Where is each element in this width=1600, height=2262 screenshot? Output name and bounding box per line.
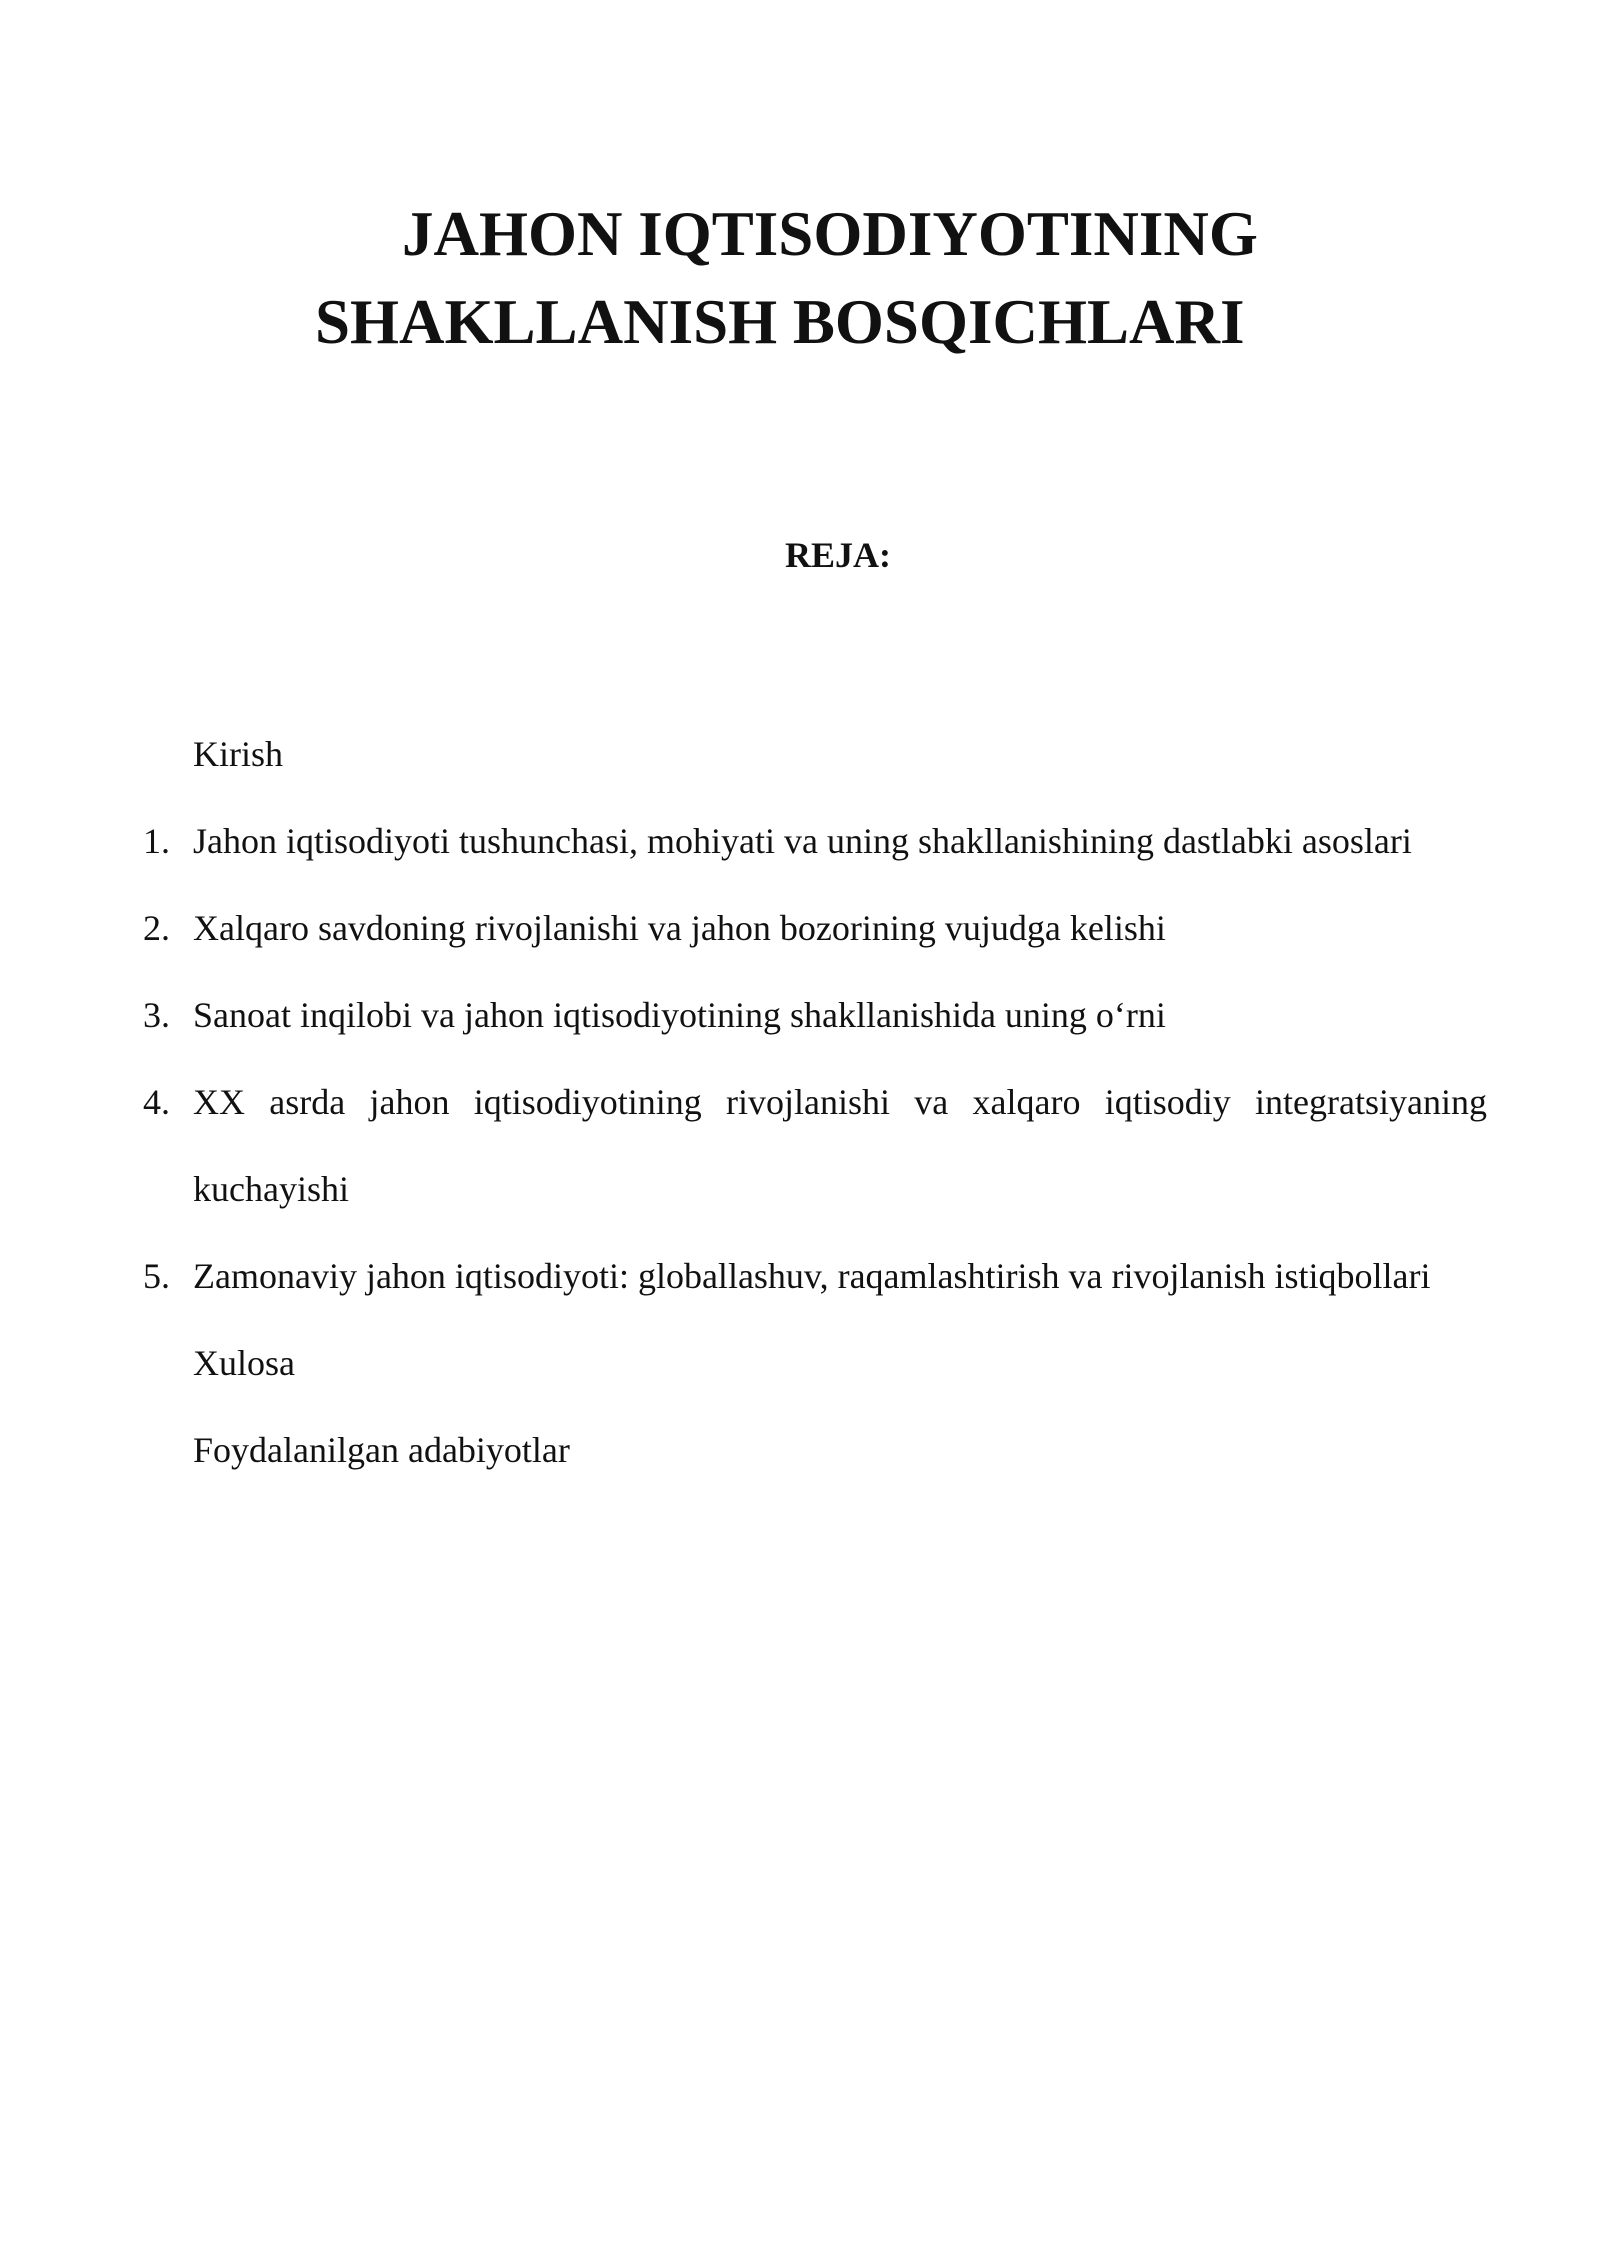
toc-item-number: 2. [143, 908, 170, 948]
toc-item-number: 3. [143, 995, 170, 1035]
toc-item-number: 4. [143, 1082, 170, 1122]
toc-item-number: 1. [143, 821, 170, 861]
toc-item-text: Sanoat inqilobi va jahon iqtisodiyotining shakllanishida uning o‘rni [193, 995, 1166, 1035]
toc-item-text: XX asrda jahon iqtisodiyotining rivojlanishi va xalqaro iqtisodiy integratsiyaning [193, 1082, 1487, 1122]
toc-item-number: 5. [143, 1256, 170, 1296]
toc-item-text-continuation: kuchayishi [193, 1169, 349, 1209]
title-line-2: SHAKLLANISH BOSQICHLARI [315, 287, 1245, 357]
toc-intro: Kirish [193, 734, 283, 774]
title-line-1: JAHON IQTISODIYOTINING [402, 199, 1258, 269]
toc-conclusion: Xulosa [193, 1343, 295, 1383]
toc-item-text: Jahon iqtisodiyoti tushunchasi, mohiyati va uning shakllanishining dastlabki asoslari [193, 821, 1412, 861]
plan-heading: REJA: [785, 535, 891, 575]
toc-item-text: Zamonaviy jahon iqtisodiyoti: globallashuv, raqamlashtirish va rivojlanish istiqbollari [193, 1256, 1431, 1296]
toc-item-text: Xalqaro savdoning rivojlanishi va jahon bozorining vujudga kelishi [193, 908, 1166, 948]
toc-references: Foydalanilgan adabiyotlar [193, 1430, 570, 1470]
